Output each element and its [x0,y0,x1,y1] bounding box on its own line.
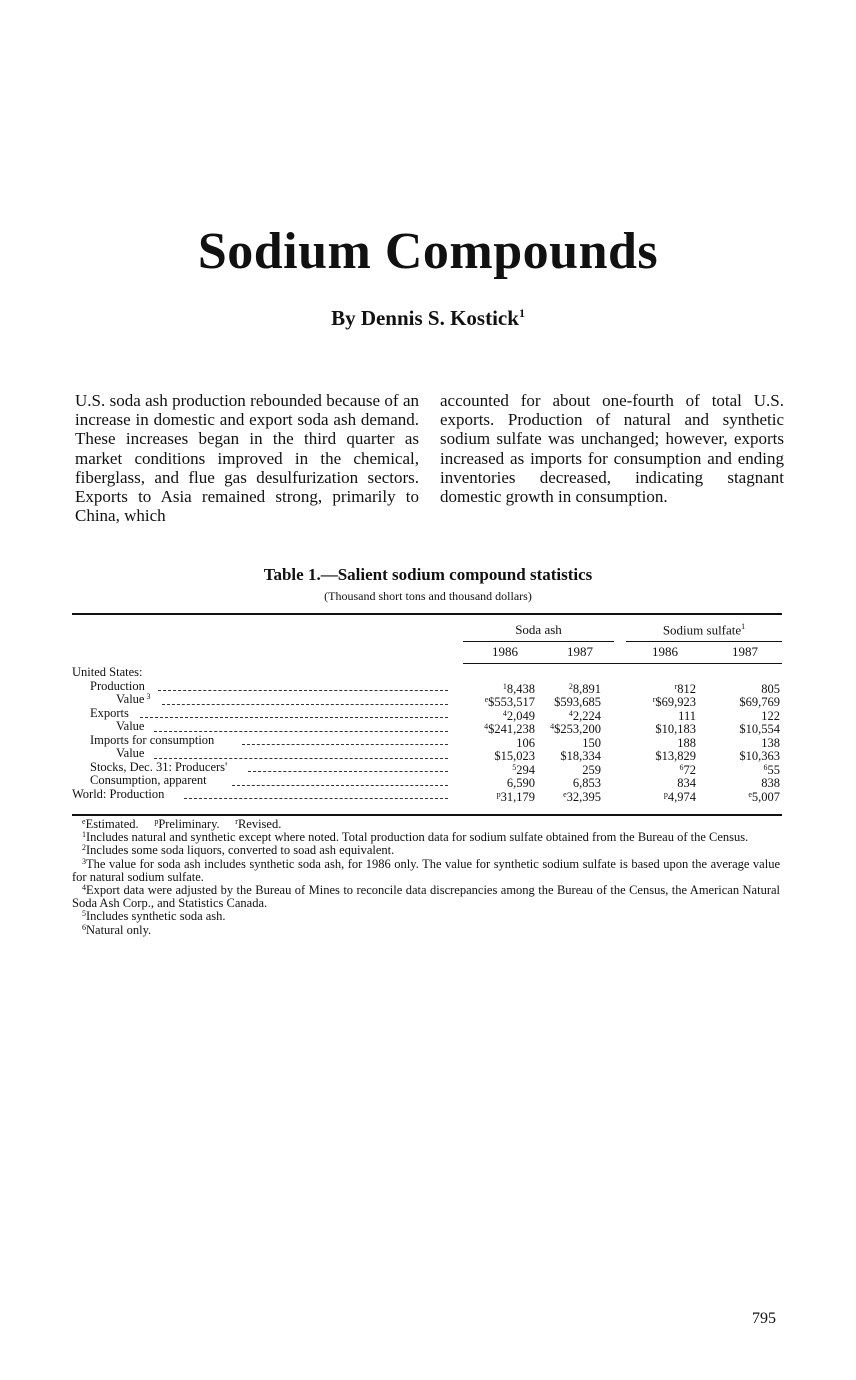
cell-value: $18,334 [560,749,601,763]
table-row [72,788,782,802]
cell-marker: 2 [568,681,573,691]
footnote-3 [72,858,780,884]
row-label-text: Exports [90,706,129,720]
footnote-6 [72,924,780,937]
row-label [90,761,229,775]
cell-value: 6,853 [572,776,601,790]
cell-value: 111 [678,708,696,723]
dot-leader [162,690,448,705]
row-label-text: Stocks, Dec. 31: Producers' [90,760,228,774]
footnote-4 [72,884,780,910]
row-label-value: Value [116,693,145,706]
table-cell [462,791,535,805]
table-bottom-rule [72,814,782,816]
footnote-text: Includes natural and synthetic except where noted. Total production data for sodium sulfate obtained from the Bureau of the Census. [86,830,749,845]
page-number: 795 [752,1310,776,1327]
header-sodium-sulfate-marker: 1 [741,622,746,631]
cell-value: 31,179 [500,789,535,804]
cell-marker: e [563,789,567,799]
cell-value: 72 [683,762,696,777]
dot-leader [154,744,448,759]
cell-value: 294 [516,762,535,777]
cell-value: $593,685 [554,695,601,709]
dot-leader [154,717,448,732]
dot-leader [242,731,448,746]
cell-marker: r [652,695,656,704]
cell-value: 2,224 [572,708,601,723]
header-year-2: 1987 [567,644,593,659]
cell-value: $10,363 [739,749,780,763]
cell-value: 812 [677,681,696,696]
cell-marker: r [674,681,678,691]
footnote-marker: 5 [82,909,86,919]
footnote-marker: 6 [82,922,86,932]
header-bottom-rule [463,663,782,664]
table-body [72,666,782,804]
cell-value: $10,554 [739,722,780,736]
cell-value: $241,238 [488,722,535,736]
cell-value: 122 [761,708,780,723]
cell-value: 5,007 [751,789,780,804]
footnote-text: The value for soda ash includes synthetic soda ash, for 1986 only. The value for synthetic sodium sulfate is based upon the average value for natural sodium sulfate. [72,856,780,884]
cell-value: 150 [582,735,601,750]
header-sodium-sulfate [626,622,782,638]
cell-value: $15,023 [494,749,535,763]
footnote-marker: e [82,817,86,826]
dot-leader [184,785,448,800]
table-cell [622,791,696,805]
header-year-4: 1987 [732,644,758,659]
table-cell [532,791,601,805]
article-title: Sodium Compounds [197,223,659,280]
footnote-marker: 4 [82,883,86,893]
footnote-text: Includes some soda liquors, converted to soad ash equivalent. [86,843,395,858]
header-year-1: 1986 [492,644,518,659]
row-label [116,747,146,761]
cell-marker: 5 [512,762,517,772]
cell-value: $13,829 [655,749,696,763]
cell-value: 188 [677,735,696,750]
section-label: United States: [72,666,143,679]
cell-value: 4,974 [667,789,696,804]
abbrev-revised: Revised. [237,817,282,831]
table-top-rule [72,613,782,615]
row-label-text: Imports for consumption [90,733,215,747]
cell-value: 8,438 [506,681,535,696]
cell-value: $69,923 [655,695,696,709]
footnotes [72,818,780,937]
row-label-text: World: Production [72,787,165,801]
abbrev-preliminary: Preliminary. [158,817,220,831]
table-cell [702,791,780,805]
cell-value: $69,769 [739,695,780,709]
cell-value: 2,049 [506,708,535,723]
cell-value: 55 [767,762,780,777]
soda-ash-group-rule [463,641,614,642]
byline [0,306,856,331]
cell-marker: p [496,789,501,799]
header-soda-ash: Soda ash [515,622,562,637]
row-label [90,707,131,721]
cell-value: $553,517 [488,695,535,709]
row-label-marker: 3 [146,693,151,701]
cell-marker: e [484,695,489,704]
cell-marker: 4 [484,722,489,731]
cell-marker: 4 [568,708,573,718]
dot-leader [140,704,448,719]
row-label-text: Value [116,720,145,733]
header-sodium-sulfate-text: Sodium sulfate [662,622,742,638]
cell-value: 259 [582,762,601,777]
footnote-text: Includes synthetic soda ash. [86,909,226,924]
footnote-marker: 2 [82,843,86,853]
author-name: By Dennis S. Kostick [331,306,519,330]
cell-value: 106 [516,735,535,750]
cell-marker: 1 [502,681,507,691]
sodium-sulfate-group-rule [626,641,782,642]
header-year-3: 1986 [652,644,678,659]
body-column-left: U.S. soda ash production rebounded because of an increase in domestic and export soda ash demand. These increases began in the third quarter as market conditions improved in the chemical, fiberglass, and flue gas desulfurization sectors. Exports to Asia remained strong, primarily to China, which [75,391,419,526]
table-title: Table 1.—Salient sodium compound statistics [263,565,593,584]
footnote-text: Export data were adjusted by the Bureau of Mines to reconcile data discrepancies among the Bureau of the Census, the American Natural Soda Ash Corp., and Statistics Canada. [72,883,780,911]
cell-value: 138 [761,735,780,750]
cell-marker: p [663,789,668,799]
cell-value: $10,183 [655,722,696,736]
dot-leader [232,771,448,786]
row-label [90,680,147,694]
footnote-marker: p [154,817,159,826]
cell-value: 838 [761,776,780,790]
footnote-text: Natural only. [86,922,152,937]
footnote-marker: 1 [82,830,86,840]
footnote-marker: 3 [82,856,86,866]
cell-marker: 4 [502,708,507,718]
row-label-text: Value [116,747,145,760]
cell-value: 6,590 [506,776,535,790]
byline-footnote-marker: 1 [518,306,525,320]
footnote-marker: r [235,817,238,826]
cell-marker: 6 [679,762,684,772]
row-label-text: Consumption, apparent [90,774,207,787]
row-label [116,720,146,734]
cell-value: 8,891 [572,681,601,696]
row-label [72,788,166,802]
body-column-right: accounted for about one-fourth of total U.S. exports. Production of natural and synthetic sodium sulfate was unchanged; however, exports increased as imports for consumption and ending inventories decreased, indicating stagnant domestic growth in consumption. [440,391,784,507]
cell-value: 805 [761,681,780,696]
footnote-5 [72,910,780,923]
dot-leader [158,677,448,692]
table-subtitle: (Thousand short tons and thousand dollars) [324,589,532,603]
cell-marker: 4 [550,722,555,731]
cell-value: $253,200 [554,722,601,736]
cell-value: 834 [677,776,696,790]
cell-value: 32,395 [566,789,601,804]
abbrev-estimated: Estimated. [85,817,139,831]
row-label-text: Production [90,679,145,693]
cell-marker: 6 [763,762,768,772]
cell-marker: e [748,789,752,799]
dot-leader [248,758,448,773]
